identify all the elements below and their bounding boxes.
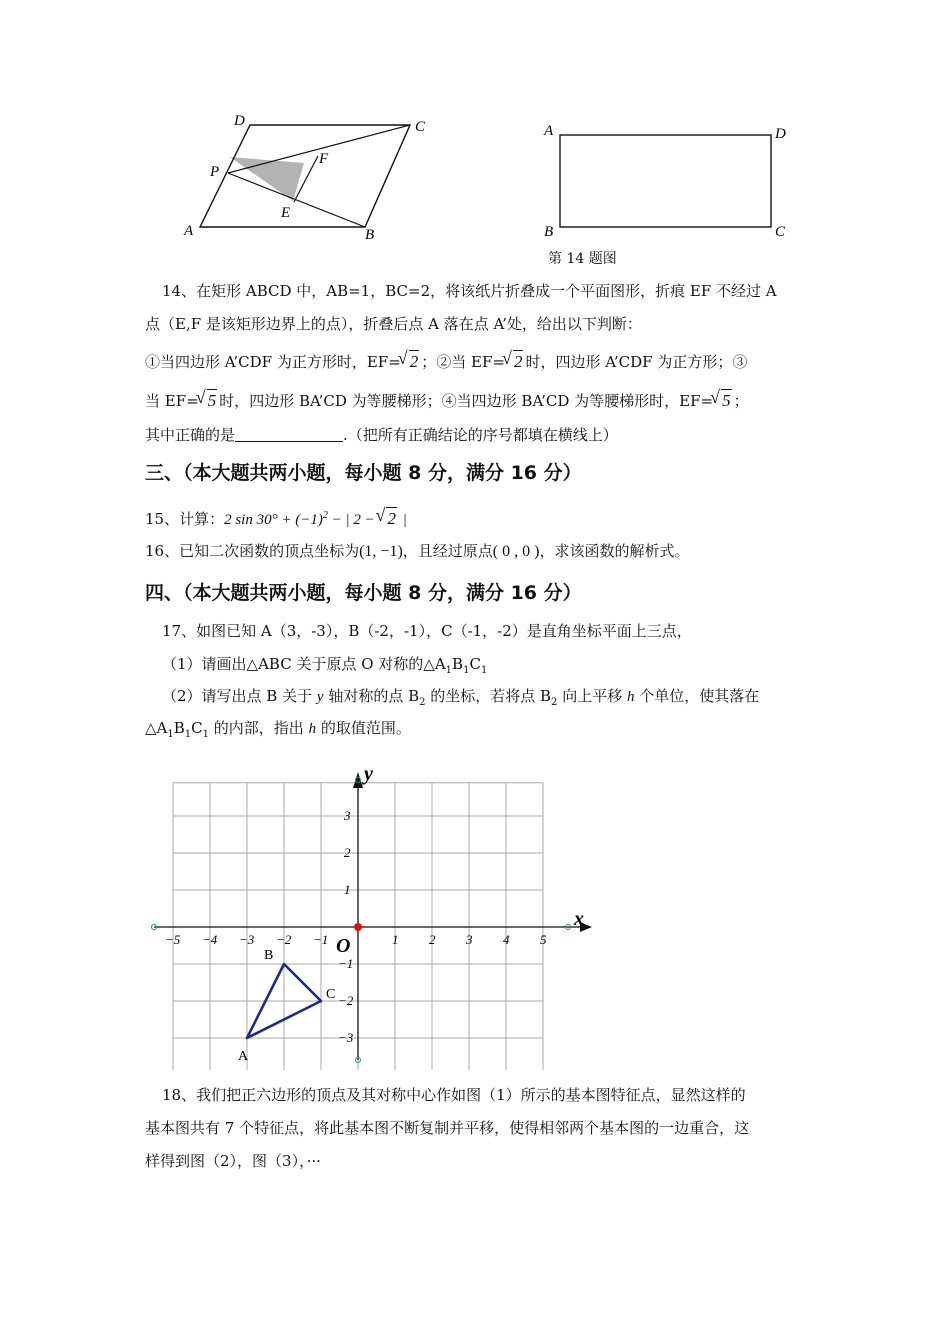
- sqrt-5: √ 5: [199, 389, 218, 413]
- label-p: P: [210, 164, 220, 180]
- point-b-label: B: [264, 948, 274, 963]
- sqrt-2: √ 2: [505, 350, 524, 374]
- q18-line2: 基本图共有 7 个特征点，将此基本图不断复制并平移，使得相邻两个基本图的一边重合，这: [145, 1119, 750, 1137]
- label-c: C: [775, 224, 786, 240]
- origin-label: O: [336, 935, 351, 957]
- label-d: D: [775, 126, 786, 142]
- q14-line2: 点（E,F 是该矩形边界上的点），折叠后点 A 落在点 A’处，给出以下判断：: [145, 315, 642, 333]
- x-tick-label: 4: [503, 932, 510, 947]
- y-tick-label: 2: [344, 845, 351, 860]
- x-tick-label: −4: [202, 932, 218, 947]
- coordinate-grid: [140, 760, 600, 1070]
- y-axis-label: y: [364, 763, 373, 785]
- y-tick-label: −1: [338, 956, 354, 971]
- x-axis-label: x: [574, 908, 584, 930]
- q14-line4: 当 EF=√ 5 时，四边形 BA’CD 为等腰梯形；④当四边形 BA’CD 为等腰梯形时，EF=√ 5 ；: [145, 389, 815, 413]
- origin-point: [354, 923, 362, 931]
- sqrt-5: √ 5: [713, 389, 732, 413]
- parallelogram-abcd: [200, 125, 410, 227]
- q18-line3: 样得到图（2），图（3），···: [145, 1152, 321, 1170]
- x-tick-label: −5: [165, 932, 181, 947]
- rectangle-abcd: [560, 135, 771, 227]
- q14-line3: ①当四边形 A’CDF 为正方形时，EF=√ 2 ；②当 EF=√ 2 时，四边形 A’CDF 为正方形；③: [145, 350, 815, 374]
- section-3-title: 三、（本大题共两小题，每小题 8 分，满分 16 分）: [145, 462, 582, 484]
- label-d: D: [234, 113, 245, 129]
- y-tick-label: −2: [338, 993, 354, 1008]
- q16: 16、已知二次函数的顶点坐标为(1, −1)，且经过原点( 0 , 0 )，求该函数的解析式。: [145, 542, 690, 560]
- q17-line1: 17、如图已知 A（3，-3），B（-2，-1），C（-1，-2）是直角坐标平面上三点，: [162, 622, 692, 640]
- q17-line4: $\triangle A_1B_1C_1$ 的内部，指出 h 的取值范围。: [145, 719, 411, 740]
- q17-line2: （1）请画出△ABC 关于原点 O 对称的$\triangle A_1B_1C_1$: [162, 655, 488, 676]
- sqrt-2: √ 2: [378, 507, 397, 531]
- section-4-title: 四、（本大题共两小题，每小题 8 分，满分 16 分）: [145, 582, 582, 604]
- label-c: C: [415, 119, 426, 135]
- x-tick-label: 2: [429, 932, 436, 947]
- label-e: E: [281, 205, 291, 221]
- label-f: F: [319, 151, 329, 167]
- x-tick-label: −3: [239, 932, 255, 947]
- parallelogram-figure: [170, 105, 440, 245]
- label-b: B: [544, 224, 554, 240]
- label-b: B: [365, 227, 375, 243]
- rectangle-figure: [535, 118, 800, 243]
- x-tick-label: −2: [276, 932, 292, 947]
- x-tick-label: 5: [540, 932, 547, 947]
- point-a-label: A: [238, 1049, 249, 1064]
- y-tick-label: 1: [344, 882, 351, 897]
- q14-line5: 其中正确的是 .（把所有正确结论的序号都填在横线上）: [145, 426, 618, 444]
- q18-line1: 18、我们把正六边形的顶点及其对称中心作如图（1）所示的基本图特征点，显然这样的: [162, 1086, 746, 1104]
- q14-line1: 14、在矩形 ABCD 中，AB=1，BC=2，将该纸片折叠成一个平面图形，折痕 EF 不经过 A: [162, 282, 777, 300]
- label-a: A: [184, 223, 194, 239]
- figure-14-caption: 第 14 题图: [548, 251, 617, 267]
- label-a: A: [544, 123, 554, 139]
- sqrt-2: √ 2: [401, 350, 420, 374]
- answer-blank: [235, 425, 343, 442]
- y-tick-label: 3: [344, 808, 351, 823]
- point-c-label: C: [326, 987, 336, 1002]
- q17-line3: （2）请写出点 B 关于 y 轴对称的点 $B_2$ 的坐标，若将点 $B_2$ 向上平移 h 个单位，使其落在: [162, 687, 760, 708]
- x-tick-label: 3: [466, 932, 473, 947]
- x-tick-label: −1: [313, 932, 329, 947]
- y-axis-arrow: [353, 772, 363, 788]
- shaded-triangle: [230, 157, 304, 201]
- q15: 15、计算：2 $\sin 30^\circ + (-1)^2$ − | 2 − √ 2 |: [145, 505, 815, 531]
- x-tick-label: 1: [392, 932, 399, 947]
- y-tick-label: −3: [338, 1030, 354, 1045]
